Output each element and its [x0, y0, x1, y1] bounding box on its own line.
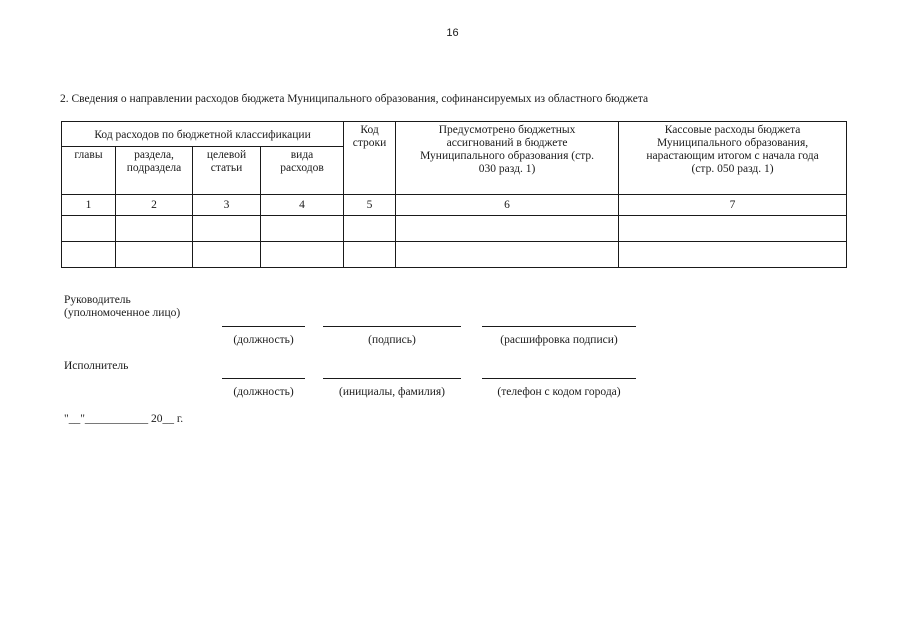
subheader-line: вида: [290, 149, 314, 161]
empty-cell[interactable]: [62, 216, 116, 242]
subheader-chapter: [62, 147, 116, 195]
caption-position: (должность): [233, 334, 294, 346]
column-number: 7: [619, 195, 847, 216]
subheader-line: подраздела: [126, 162, 182, 174]
column-number: 5: [344, 195, 396, 216]
table-row: [62, 242, 847, 268]
header-planned-allocations: [396, 122, 619, 195]
empty-cell[interactable]: [396, 216, 619, 242]
subheader-line: статьи: [210, 162, 243, 174]
head-name-line[interactable]: [482, 326, 636, 327]
subheader-line: главы: [74, 149, 103, 161]
header-row-code: [344, 122, 396, 195]
header-cash-line: Кассовые расходы бюджета: [664, 124, 801, 136]
subheader-line: расходов: [280, 162, 324, 174]
empty-cell[interactable]: [619, 216, 847, 242]
empty-cell[interactable]: [261, 216, 344, 242]
empty-cell[interactable]: [344, 216, 396, 242]
empty-cell[interactable]: [261, 242, 344, 268]
executor-phone-line[interactable]: [482, 378, 636, 379]
head-label-line: Руководитель: [64, 294, 131, 306]
caption-signature-transcript: (расшифровка подписи): [500, 334, 618, 346]
section-heading: 2. Сведения о направлении расходов бюджета Муниципального образования, софинансируемых из областного бюджета: [60, 93, 649, 105]
empty-cell[interactable]: [344, 242, 396, 268]
empty-cell[interactable]: [193, 216, 261, 242]
subheader-expense-type: [261, 147, 344, 195]
empty-cell[interactable]: [116, 216, 193, 242]
head-label-line: (уполномоченное лицо): [64, 307, 181, 319]
head-label: [64, 294, 180, 320]
page-number: 16: [446, 27, 459, 39]
empty-cell[interactable]: [62, 242, 116, 268]
caption-signature: (подпись): [368, 334, 416, 346]
header-planned-line: ассигнований в бюджете: [446, 137, 568, 149]
executor-name-line[interactable]: [323, 378, 461, 379]
head-signature-line[interactable]: [323, 326, 461, 327]
empty-cell[interactable]: [116, 242, 193, 268]
date-line: "__"___________ 20__ г.: [64, 413, 184, 425]
table-row: [62, 216, 847, 242]
header-row-code-line: Код: [360, 124, 379, 136]
header-cash-line: (стр. 050 разд. 1): [691, 163, 774, 175]
header-classification-code: Код расходов по бюджетной классификации: [62, 122, 344, 147]
header-planned-line: 030 разд. 1): [478, 163, 536, 175]
header-cash-line: Муниципального образования,: [656, 137, 809, 149]
subheader-target-item: [193, 147, 261, 195]
executor-position-line[interactable]: [222, 378, 305, 379]
column-number: 1: [62, 195, 116, 216]
header-row-code-line: строки: [352, 137, 387, 149]
column-number: 4: [261, 195, 344, 216]
subheader-line: целевой: [206, 149, 247, 161]
caption-phone: (телефон с кодом города): [497, 386, 621, 398]
caption-position: (должность): [233, 386, 294, 398]
header-cash-line: нарастающим итогом с начала года: [646, 150, 819, 162]
empty-cell[interactable]: [619, 242, 847, 268]
header-planned-line: Муниципального образования (стр.: [420, 150, 594, 162]
column-number: 3: [193, 195, 261, 216]
empty-cell[interactable]: [396, 242, 619, 268]
column-number: 2: [116, 195, 193, 216]
head-position-line[interactable]: [222, 326, 305, 327]
empty-cell[interactable]: [193, 242, 261, 268]
column-number-row: [62, 195, 847, 216]
caption-initials-surname: (инициалы, фамилия): [338, 386, 446, 398]
header-planned-line: Предусмотрено бюджетных: [438, 124, 576, 136]
column-number: 6: [396, 195, 619, 216]
executor-label: Исполнитель: [64, 360, 129, 372]
subheader-line: раздела,: [134, 149, 174, 161]
header-cash-expenses: [619, 122, 847, 195]
subheader-section: [116, 147, 193, 195]
expenditure-table: [61, 121, 847, 268]
